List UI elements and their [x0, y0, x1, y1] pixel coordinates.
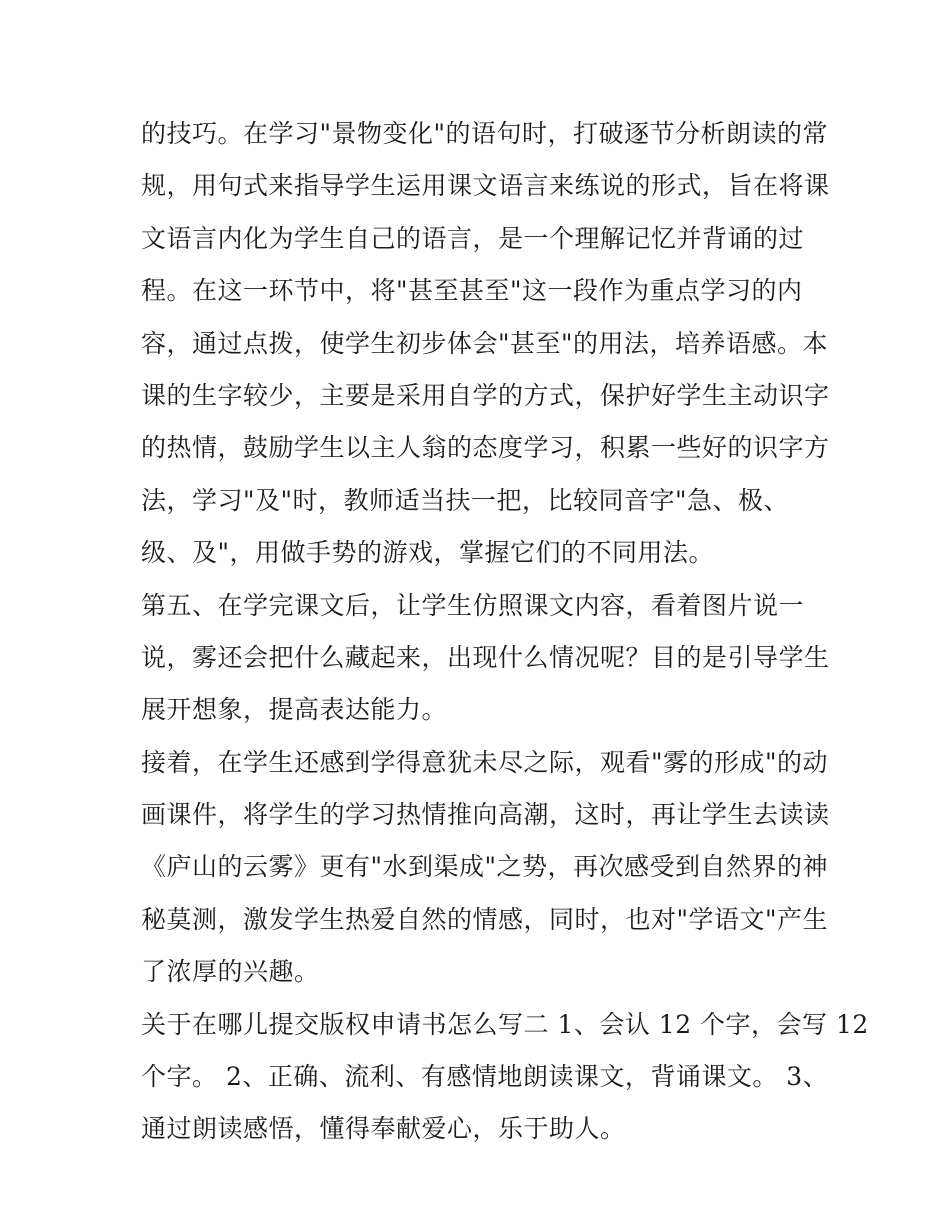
- text-line: 《庐山的云雾》更有"水到渠成"之势，再次感受到自然界的神: [141, 852, 829, 882]
- text-line: 接着，在学生还感到学得意犹未尽之际，观看"雾的形成"的动: [141, 747, 829, 777]
- text-line: 级、及"，用做手势的游戏，掌握它们的不同用法。: [141, 538, 715, 568]
- text-line: 秘莫测，激发学生热爱自然的情感，同时，也对"学语文"产生: [141, 904, 829, 934]
- text-line: 课的生字较少，主要是采用自学的方式，保护好学生主动识字: [141, 380, 830, 410]
- text-line: 个字。 2、正确、流利、有感情地朗读课文，背诵课文。 3、: [141, 1062, 829, 1092]
- text-line: 规，用句式来指导学生运用课文语言来练说的形式，旨在将课: [141, 171, 830, 201]
- text-line: 第五、在学完课文后，让学生仿照课文内容，看着图片说一: [141, 590, 805, 620]
- text-line: 说，雾还会把什么藏起来，出现什么情况呢？目的是引导学生: [141, 642, 830, 672]
- text-line: 法，学习"及"时，教师适当扶一把，比较同音字"急、极、: [141, 485, 789, 515]
- text-line: 文语言内化为学生自己的语言，是一个理解记忆并背诵的过: [141, 223, 805, 253]
- text-line: 通过朗读感悟，懂得奉献爱心，乐于助人。: [141, 1114, 626, 1144]
- text-line: 展开想象，提高表达能力。: [141, 695, 448, 725]
- text-line: 画课件，将学生的学习热情推向高潮，这时，再让学生去读读: [141, 800, 830, 830]
- document-body: [141, 108, 869, 1156]
- text-line: 关于在哪儿提交版权申请书怎么写二 1、会认 12 个字，会写 12: [141, 1009, 869, 1039]
- text-line: 了浓厚的兴趣。: [141, 957, 320, 987]
- text-line: 容，通过点拨，使学生初步体会"甚至"的用法，培养语感。本: [141, 328, 829, 358]
- text-line: 程。在这一环节中，将"甚至甚至"这一段作为重点学习的内: [141, 276, 803, 306]
- text-line: 的技巧。在学习"景物变化"的语句时，打破逐节分析朗读的常: [141, 119, 829, 148]
- text-line: 的热情，鼓励学生以主人翁的态度学习，积累一些好的识字方: [141, 433, 830, 463]
